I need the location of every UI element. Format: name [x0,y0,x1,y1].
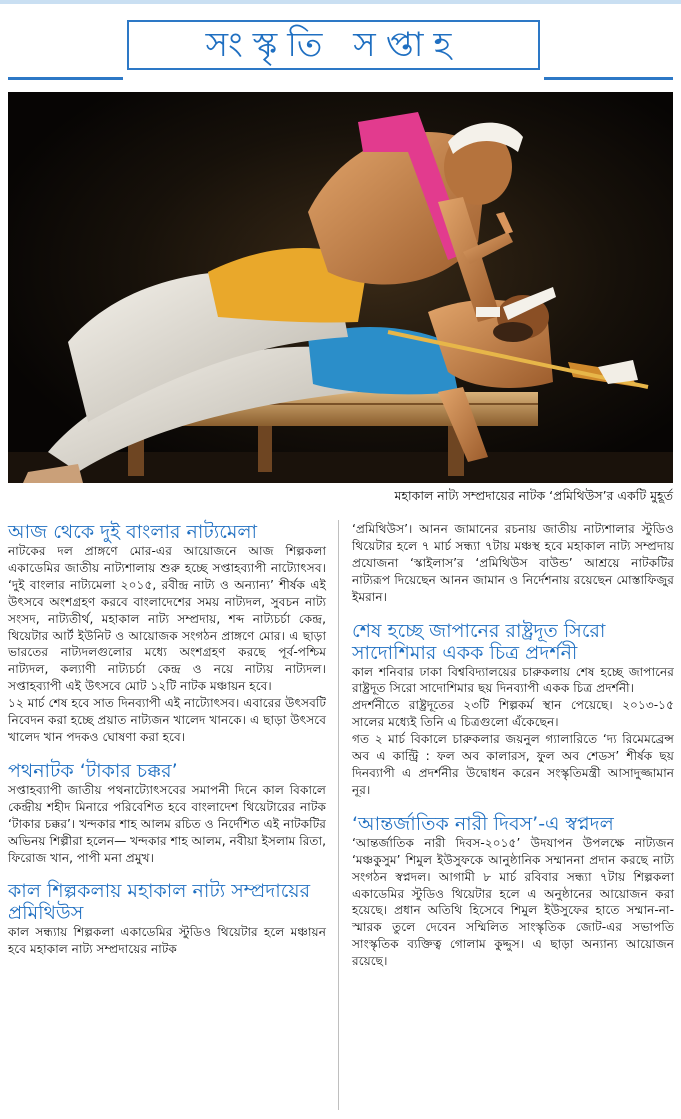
article-body: সপ্তাহব্যাপী জাতীয় পথনাট্যোৎসবের সমাপনী দিনে কাল বিকালে কেন্দ্রীয় শহীদ মিনারে পরিবেশিত হবে বাংলাদেশ থিয়েটারের নাটক ‘টাকার চক্কর’। খন্দকার শাহ আলম রচিত ও নির্দেশিত এই নাটকটির অভিনয় শিল্পীরা হলেন— খন্দকার শাহ আলম, নবীয়া ইসলাম রিতা, ফিরোজ খান, পাপী মনা প্রমুখ। [8,782,326,865]
article-headline: শেষ হচ্ছে জাপানের রাষ্ট্রদূত সিরো সাদোশিমার একক চিত্র প্রদর্শনী [352,619,606,664]
article-body: গত ২ মার্চ বিকালে চারুকলার জয়নুল গ্যালারিতে ‘দ্য রিমেমব্রেন্স অব এ কান্ট্রি : ফল অব কালারস, ফুল অব শেডস’ শীর্ষক ছয় দিনব্যাপী এ প্রদর্শনীর উদ্বোধন করেন সংস্কৃতিমন্ত্রী আসাদুজ্জামান নূর। [352,732,674,797]
column-divider [338,520,339,1110]
article-headline: কাল শিল্পকলায় মহাকাল নাট্য সম্প্রদায়ের প্রমিথিউস [8,880,311,925]
article-womens-day [352,813,674,970]
article-prometheus-continued [352,521,674,606]
article-body: ‘প্রমিথিউস’। আনন জামানের রচনায় জাতীয় নাট্যশালার স্টুডিও থিয়েটার হলে ৭ মার্চ সন্ধ্যা ৭টায় মঞ্চস্থ হবে মহাকাল নাট্য সম্প্রদায় প্রযোজনা ‘স্কাইলাস’র ‘প্রমিথিউস বাউন্ড’ আশ্রয়ে নাটকটির নাট্যরূপ দিয়েছেন আনন জামান ও নির্দেশনায় রয়েছেন মোস্তাফিজুর ইমরান। [352,522,674,604]
article-body: কাল শনিবার ঢাকা বিশ্ববিদ্যালয়ের চারুকলায় শেষ হচ্ছে জাপানের রাষ্ট্রদূত সিরো সাদোশিমার ছয় দিনব্যাপী একক চিত্র প্রদর্শনী। [352,664,674,696]
article-body: নাটকের দল প্রাঙ্গণে মোর-এর আয়োজনে আজ শিল্পকলা একাডেমির জাতীয় নাট্যশালায় শুরু হচ্ছে সপ্তাহব্যাপী নাট্যোৎসব। ‘দুই বাংলার নাট্যমেলা ২০১৫, রবীন্দ্র নাট্য ও অন্যান্য’ শীর্ষক এই উৎসবে অংশগ্রহণ করবে বাংলাদেশের সময় নাট্যদল, সুবচন নাট্য সংসদ, নাট্যতীর্থ, মহাকাল নাট্য সম্প্রদায়, শব্দ নাট্যচর্চা কেন্দ্র, থিয়েটার আর্ট ইউনিট ও আয়োজক সংগঠন প্রাঙ্গণে মোর। এ ছাড়া ভারতের নাট্যদলগুলোর মধ্যে অংশগ্রহণ করছে পূর্ব-পশ্চিম নাট্যদল, কল্যাণী নাট্যচর্চা কেন্দ্র ও নয়ে নাট্যয় নাট্যদল। সপ্তাহব্যাপী এই উৎসবে মোট ১২টি নাটক মঞ্চায়ন হবে। [8,544,326,694]
article-body: প্রদর্শনীতে রাষ্ট্রদূতের ২৩টি শিল্পকর্ম স্থান পেয়েছে। ২০১৩-১৫ সালের মধ্যেই তিনি এ চিত্রগুলো এঁকেছেন। [352,698,674,730]
masthead-rule-right [544,77,673,80]
top-rule [0,0,681,4]
photo-caption: মহাকাল নাট্য সম্প্রদায়ের নাটক ‘প্রমিথিউস’র একটি মুহূর্ত [394,488,673,503]
section-masthead [127,20,540,70]
section-title: সংস্কৃতি সপ্তাহ [205,25,462,65]
article-natyamela [8,521,326,746]
article-body: ১২ মার্চ শেষ হবে সাত দিনব্যাপী এই নাট্যোৎসব। এবারের উৎসবটি নিবেদন করা হচ্ছে প্রয়াত নাট্যজন খালেদ খানকে। এ ছাড়া উৎসবে খালেদ খান পদকও ঘোষণা করা হবে। [8,696,326,744]
left-column [8,521,326,958]
theatre-performance-illustration [8,92,673,483]
article-headline: আজ থেকে দুই বাংলার নাট্যমেলা [8,521,258,543]
article-pathanatak [8,760,326,867]
article-headline: পথনাটক ‘টাকার চক্কর’ [8,759,178,782]
article-body: ‘আন্তর্জাতিক নারী দিবস-২০১৫’ উদযাপন উপলক্ষে নাট্যজন ‘মঞ্চকুসুম’ শিমুল ইউসুফকে আনুষ্ঠানিক সম্মাননা প্রদান করছে নাট্য সংগঠন স্বপ্নদল। আগামী ৮ মার্চ রবিবার সন্ধ্যা ৭টায় শিল্পকলা একাডেমির স্টুডিও থিয়েটার হলে এ অনুষ্ঠানের আয়োজন করা হয়েছে। প্রধান অতিথি হিসেবে শিমুল ইউসুফের হাতে সম্মান-না-স্মারক তুলে দেবেন সম্মিলিত সাংস্কৃতিক জোট-এর সভাপতি সাংস্কৃতিক ব্যক্তিত্ব গোলাম কুদ্দুস। এ ছাড়া অন্যান্য আয়োজন রয়েছে। [352,835,674,969]
article-headline: ‘আন্তর্জাতিক নারী দিবস’-এ স্বপ্নদল [352,812,614,835]
article-body: কাল সন্ধ্যায় শিল্পকলা একাডেমির স্টুডিও থিয়েটার হলে মঞ্চায়ন হবে মহাকাল নাট্য সম্প্রদায়ের নাটক [8,925,326,957]
masthead-rule-left [8,77,123,80]
article-exhibition [352,620,674,799]
article-prometheus [8,880,326,958]
feature-photo [8,92,673,483]
right-column [352,521,674,970]
